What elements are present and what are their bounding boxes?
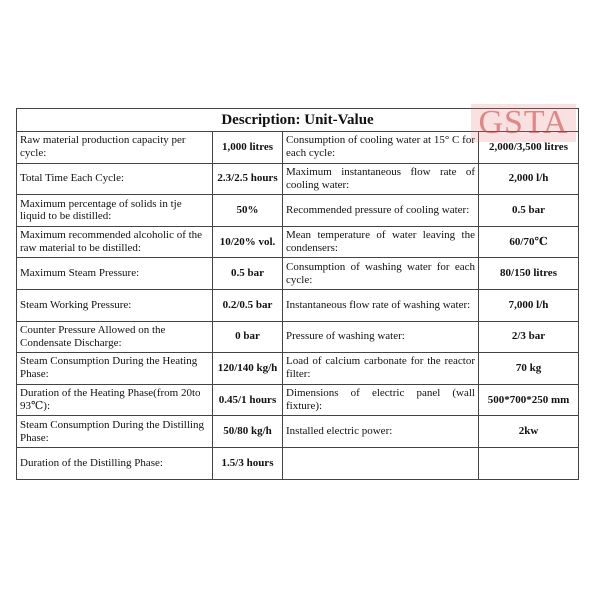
left-value-cell: 1.5/3 hours xyxy=(213,447,283,479)
right-label-cell: Instantaneous flow rate of washing water: xyxy=(283,289,479,321)
left-label-cell: Raw material production capacity per cycle: xyxy=(17,132,213,164)
table-row xyxy=(17,258,579,290)
left-label-cell: Counter Pressure Allowed on the Condensate Discharge: xyxy=(17,321,213,353)
table-row xyxy=(17,353,579,385)
left-label-cell: Duration of the Heating Phase(from 20to 93℃): xyxy=(17,384,213,416)
right-value-cell: 60/70℃ xyxy=(479,226,579,258)
title-row xyxy=(17,109,579,132)
table-row xyxy=(17,132,579,164)
right-value-cell: 0.5 bar xyxy=(479,195,579,227)
left-label-cell: Maximum percentage of solids in tje liquid to be distilled: xyxy=(17,195,213,227)
right-value-cell: 7,000 l/h xyxy=(479,289,579,321)
spec-table xyxy=(16,108,579,480)
right-label-cell: Consumption of washing water for each cycle: xyxy=(283,258,479,290)
right-label-cell: Mean temperature of water leaving the condensers: xyxy=(283,226,479,258)
right-value-cell: 70 kg xyxy=(479,353,579,385)
table-row xyxy=(17,289,579,321)
left-value-cell: 0.5 bar xyxy=(213,258,283,290)
table-row xyxy=(17,447,579,479)
left-value-cell: 50/80 kg/h xyxy=(213,416,283,448)
right-label-cell: Maximum instantaneous flow rate of cooling water: xyxy=(283,163,479,195)
right-value-cell: 2kw xyxy=(479,416,579,448)
gsta-watermark: GSTA xyxy=(471,104,576,142)
left-label-cell: Steam Consumption During the Heating Phase: xyxy=(17,353,213,385)
table-row xyxy=(17,384,579,416)
left-value-cell: 120/140 kg/h xyxy=(213,353,283,385)
right-value-cell xyxy=(479,447,579,479)
right-value-cell: 2,000/3,500 litres xyxy=(479,132,579,164)
left-label-cell: Duration of the Distilling Phase: xyxy=(17,447,213,479)
table-row xyxy=(17,226,579,258)
right-value-cell: 500*700*250 mm xyxy=(479,384,579,416)
left-label-cell: Maximum Steam Pressure: xyxy=(17,258,213,290)
left-value-cell: 50% xyxy=(213,195,283,227)
right-label-cell: Consumption of cooling water at 15° C for each cycle: xyxy=(283,132,479,164)
table-row xyxy=(17,416,579,448)
left-label-cell: Steam Working Pressure: xyxy=(17,289,213,321)
right-value-cell: 2,000 l/h xyxy=(479,163,579,195)
right-label-cell: Load of calcium carbonate for the reactor filter: xyxy=(283,353,479,385)
table-title: Description: Unit-Value xyxy=(17,109,579,132)
left-value-cell: 0 bar xyxy=(213,321,283,353)
right-label-cell: Recommended pressure of cooling water: xyxy=(283,195,479,227)
left-value-cell: 2.3/2.5 hours xyxy=(213,163,283,195)
right-label-cell: Installed electric power: xyxy=(283,416,479,448)
right-label-cell: Pressure of washing water: xyxy=(283,321,479,353)
left-label-cell: Total Time Each Cycle: xyxy=(17,163,213,195)
right-label-cell xyxy=(283,447,479,479)
table-row xyxy=(17,321,579,353)
left-value-cell: 1,000 litres xyxy=(213,132,283,164)
left-label-cell: Maximum recommended alcoholic of the raw material to be distilled: xyxy=(17,226,213,258)
table-row xyxy=(17,163,579,195)
left-value-cell: 0.2/0.5 bar xyxy=(213,289,283,321)
left-label-cell: Steam Consumption During the Distilling Phase: xyxy=(17,416,213,448)
right-value-cell: 2/3 bar xyxy=(479,321,579,353)
left-value-cell: 10/20% vol. xyxy=(213,226,283,258)
left-value-cell: 0.45/1 hours xyxy=(213,384,283,416)
right-value-cell: 80/150 litres xyxy=(479,258,579,290)
table-row xyxy=(17,195,579,227)
right-label-cell: Dimensions of electric panel (wall fixture): xyxy=(283,384,479,416)
